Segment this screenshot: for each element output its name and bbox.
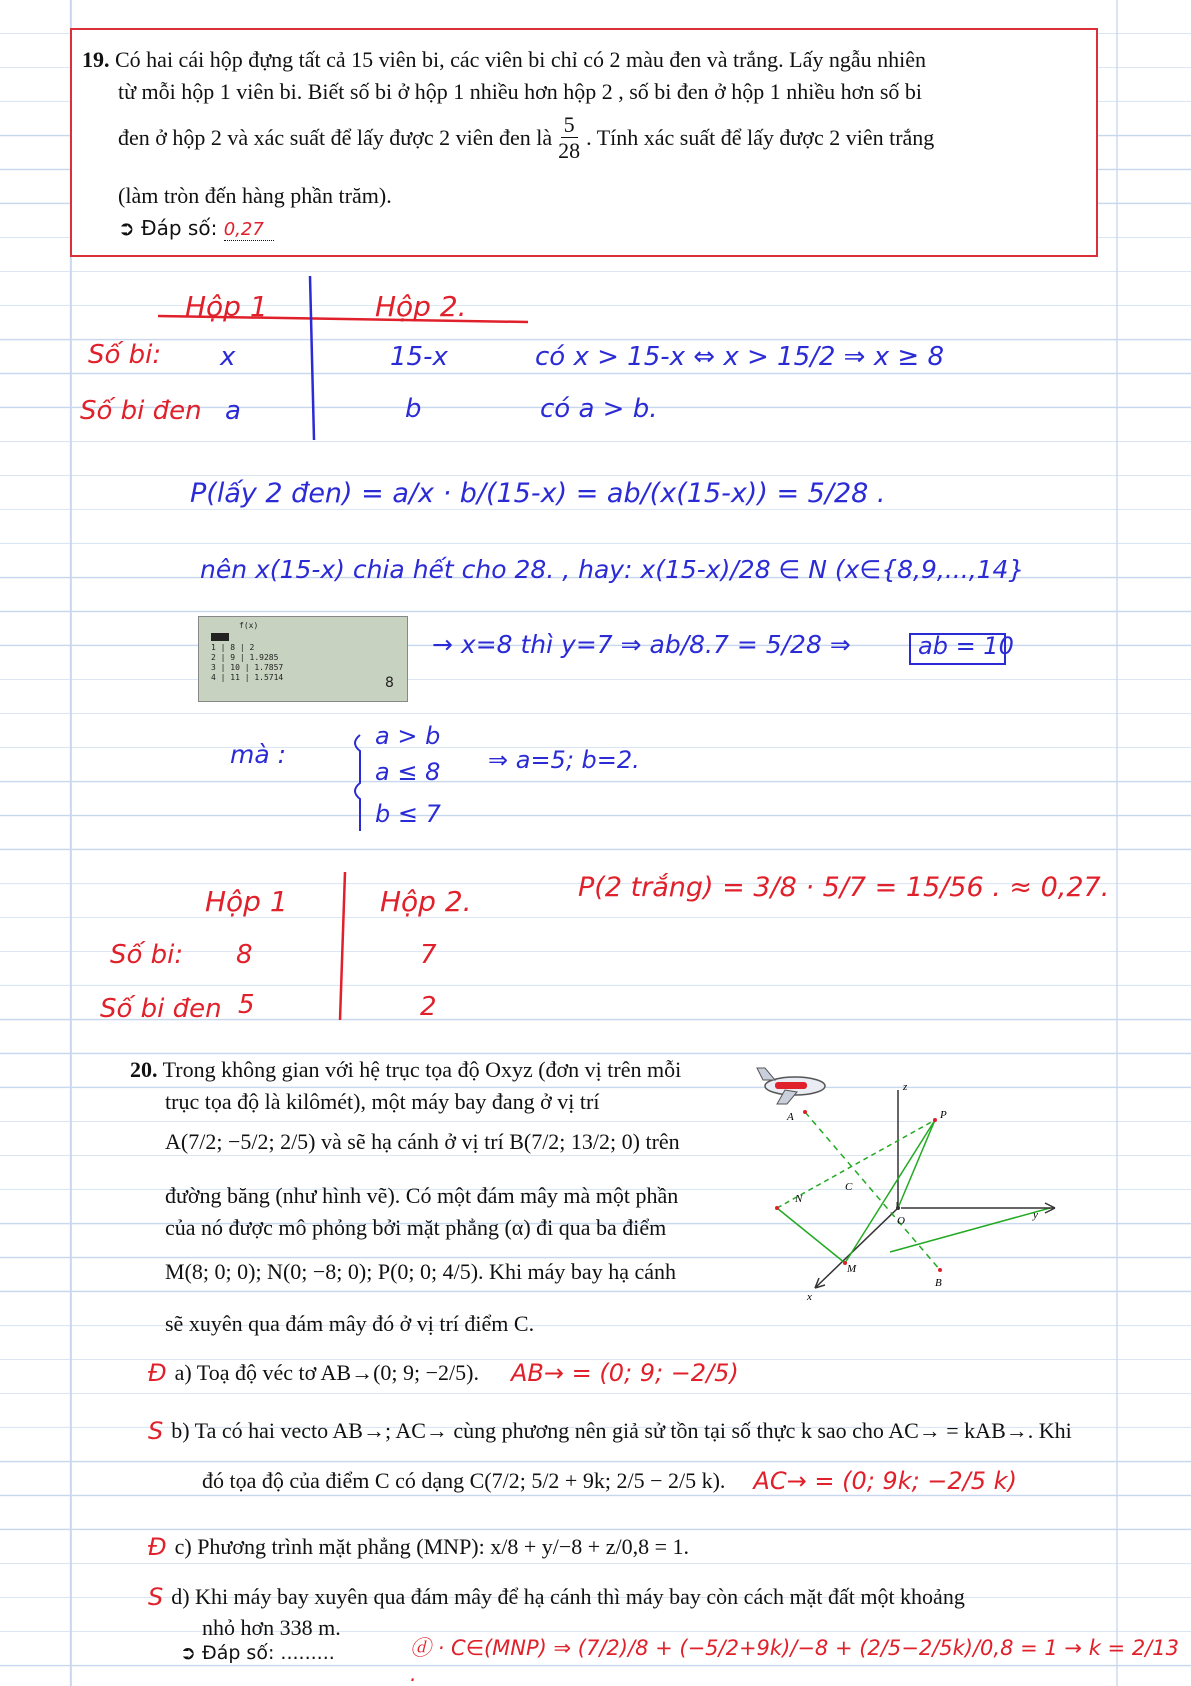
sobiden-label: Số bi đen [80, 396, 202, 426]
label-M: M [847, 1263, 857, 1275]
hand-b: AC→ = (0; 9k; −2/5 k) [753, 1467, 1017, 1495]
sobi-label-2: Số bi: [110, 940, 184, 970]
b-value: b [405, 394, 422, 424]
calculator-screenshot [198, 616, 408, 702]
calc-row-1: 1 | 8 | 2 [211, 643, 255, 652]
total-box1: 8 [236, 940, 253, 970]
label-B: B [935, 1277, 942, 1289]
statement-b-line2: đó tọa độ của điểm C có dạng C(7/2; 5/2 + 9k; 2/5 − 2/5 k). AC→ = (0; 9k; −2/5 k) [202, 1464, 1102, 1499]
black-box2: 2 [420, 992, 437, 1022]
ab-eq-10: ab = 10 [918, 632, 1014, 660]
statement-a: Đ a) Toạ độ véc tơ AB→(0; 9; −2/5). AB→ = (0; 9; −2/5) [148, 1356, 739, 1391]
q20-answer: ➲ Đáp số: ......... [180, 1642, 335, 1664]
q19-line2: từ mỗi hộp 1 viên bi. Biết số bi ở hộp 1 nhiều hơn hộp 2 , số bi đen ở hộp 1 nhiều hơn số bi [118, 79, 922, 104]
sobiden-label-2: Số bi đen [100, 994, 222, 1024]
q19-line1: 19. Có hai cái hộp đựng tất cả 15 viên bi, các viên bi chỉ có 2 màu đen và trắng. Lấy ngẫu nhiên [82, 47, 927, 72]
statement-d: S d) Khi máy bay xuyên qua đám mây để hạ cánh thì máy bay còn cách mặt đất một khoảng [148, 1580, 1098, 1615]
q19-line4: (làm tròn đến hàng phần trăm). [118, 183, 392, 208]
q19-fraction: $\frac{5}{28}$ [558, 112, 581, 164]
q19-answer: ➲ Đáp số: 0,27 [118, 216, 274, 241]
divisibility-line: nên x(15-x) chia hết cho 28. , hay: x(15-x)/28 ∈ N (x∈{8,9,...,14} [200, 555, 1025, 584]
system-result: ⇒ a=5; b=2. [488, 746, 640, 774]
hop2-label-2: Hộp 2. [380, 885, 472, 918]
label-x: x [807, 1291, 812, 1300]
p-2-white: P(2 trắng) = 3/8 · 5/7 = 15/56 . ≈ 0,27. [578, 872, 1110, 903]
total-box2: 7 [420, 940, 437, 970]
q19-number: 19. [82, 47, 110, 72]
black-box1: 5 [238, 990, 255, 1020]
x-value: x [220, 342, 236, 372]
statement-d-line2: nhỏ hơn 338 m. [202, 1615, 341, 1640]
hop1-label-2: Hộp 1 [205, 885, 288, 918]
calc-row-3: 3 | 10 | 1.7857 [211, 663, 284, 672]
q19-line3: đen ở hộp 2 và xác suất để lấy được 2 viên đen là $\frac{5}{28}$ . Tính xác suất để lấy được 2 viên trắng [118, 112, 935, 164]
calc-bottom-value: 8 [385, 675, 394, 691]
label-y: y [1033, 1209, 1038, 1221]
sobi-label: Số bi: [88, 340, 162, 370]
fifteen-minus-x: 15-x [390, 342, 448, 372]
mark-c: Đ [148, 1533, 167, 1561]
arrow-icon: ➲ [118, 216, 135, 240]
calc-cursor [211, 633, 229, 641]
condition-1: có x > 15-x ⇔ x > 15/2 ⇒ x ≥ 8 [535, 342, 944, 372]
system-row-3: b ≤ 7 [375, 800, 441, 828]
system-row-2: a ≤ 8 [375, 758, 441, 786]
label-z: z [903, 1081, 908, 1093]
q20-line4: đường băng (như hình vẽ). Có một đám mây mà một phần [165, 1183, 679, 1208]
q20-line5: của nó được mô phỏng bởi mặt phẳng (α) đi qua ba điểm [165, 1215, 667, 1240]
hand-d: ⓓ · C∈(MNP) ⇒ (7/2)/8 + (−5/2+9k)/−8 + (2/5−2/5k)/0,8 = 1 → k = 2/13 . [410, 1636, 1179, 1686]
arrow-icon: ➲ [180, 1642, 196, 1664]
label-O: O [897, 1215, 905, 1227]
statement-c: Đ c) Phương trình mặt phẳng (MNP): x/8 + y/−8 + z/0,8 = 1. [148, 1530, 689, 1565]
q20-answer-value[interactable]: ......... [280, 1642, 335, 1664]
condition-2: có a > b. [540, 394, 658, 424]
plane-figure [755, 1060, 1065, 1300]
q20-line2: trục tọa độ là kilômét), một máy bay đang ở vị trí [165, 1089, 600, 1114]
q20-line6: M(8; 0; 0); N(0; −8; 0); P(0; 0; 4/5). Khi máy bay hạ cánh [165, 1259, 676, 1284]
statement-b: S b) Ta có hai vecto AB→; AC→ cùng phương nên giả sử tồn tại số thực k sao cho AC→ = kAB→. Khi [148, 1414, 1098, 1449]
calc-header: f(x) [239, 621, 259, 630]
a-value: a [225, 396, 241, 426]
mark-d: S [148, 1583, 164, 1611]
hand-a: AB→ = (0; 9; −2/5) [511, 1359, 739, 1387]
hop1-label: Hộp 1 [185, 290, 268, 323]
q20-line3: A(7/2; −5/2; 2/5) và sẽ hạ cánh ở vị trí B(7/2; 13/2; 0) trên [165, 1129, 680, 1154]
mark-a: Đ [148, 1359, 167, 1387]
calc-row-2: 2 | 9 | 1.9285 [211, 653, 279, 662]
label-C: C [845, 1181, 853, 1193]
ma-label: mà : [230, 740, 287, 769]
mark-b: S [148, 1417, 164, 1445]
label-P: P [940, 1109, 947, 1121]
label-N: N [795, 1193, 803, 1205]
calc-row-4: 4 | 11 | 1.5714 [211, 673, 284, 682]
label-A: A [787, 1111, 794, 1123]
hop2-label: Hộp 2. [375, 290, 467, 323]
x-eq-8-line: → x=8 thì y=7 ⇒ ab/8.7 = 5/28 ⇒ [432, 630, 851, 659]
q20-line7: sẽ xuyên qua đám mây đó ở vị trí điểm C. [165, 1311, 535, 1336]
q20-line1: 20. Trong không gian với hệ trục tọa độ Oxyz (đơn vị trên mỗi [130, 1057, 682, 1082]
system-row-1: a > b [375, 722, 441, 750]
airplane-icon [757, 1068, 825, 1104]
q19-answer-value[interactable]: 0,27 [224, 216, 274, 241]
q20-number: 20. [130, 1057, 158, 1082]
prob-2-black: P(lấy 2 đen) = a/x · b/(15-x) = ab/(x(15-x)) = 5/28 . [190, 478, 886, 509]
